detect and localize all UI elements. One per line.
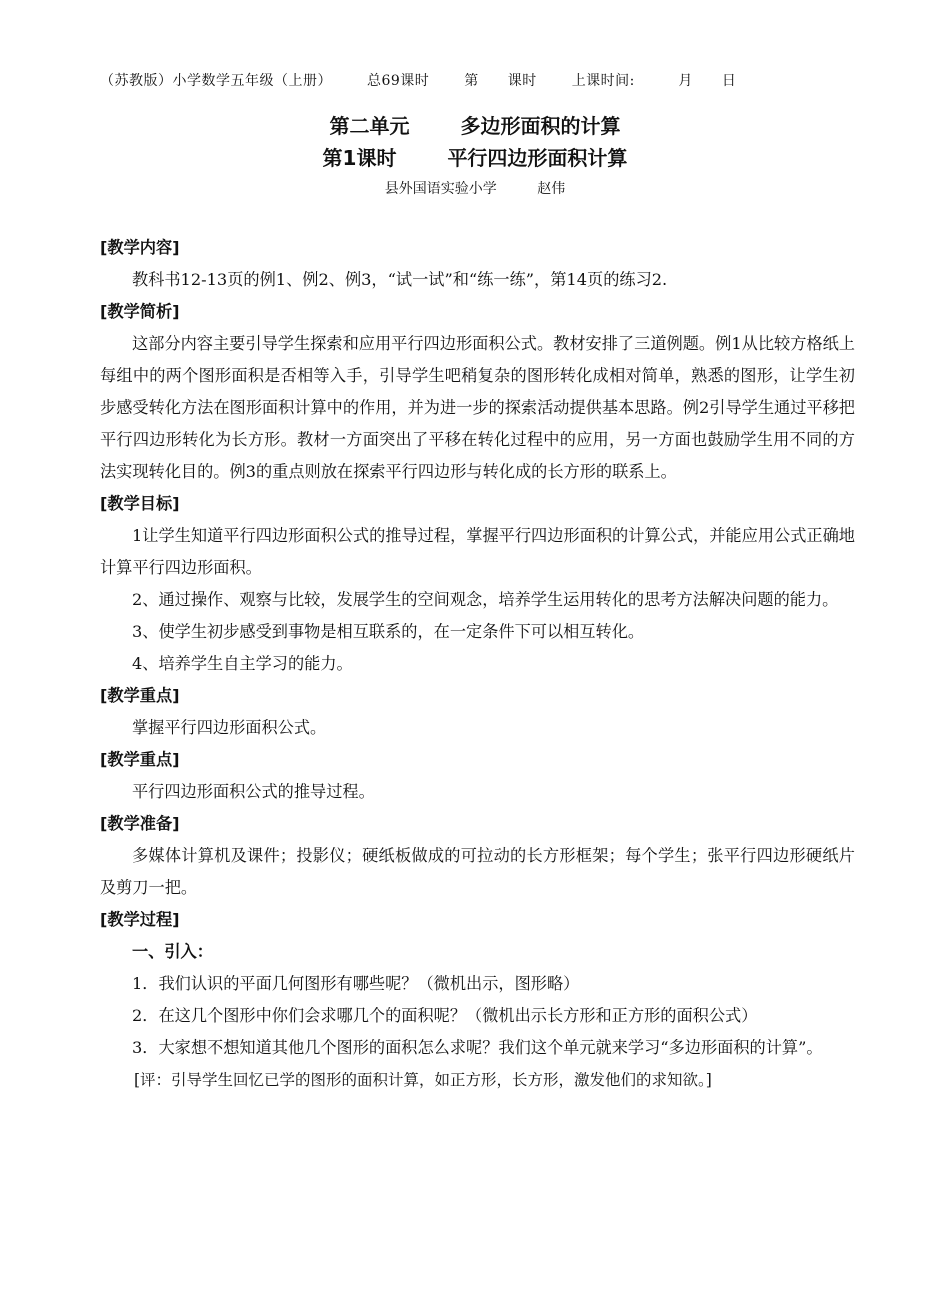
author-name: 赵伟 (537, 181, 566, 197)
section-heading-difficulty: [教学重点] (100, 750, 180, 769)
header-total-lessons: 总69课时 (366, 73, 430, 89)
section-heading-process: [教学过程] (100, 910, 180, 929)
analysis-text: 这部分内容主要引导学生探索和应用平行四边形面积公式。教材安排了三道例题。例1从比较方格纸上每组中的两个图形面积是否相等入手，引导学生吧稍复杂的图形转化成相对简单，熟悉的图形，让学生初步感受转化方法在图形面积计算中的作用，并为进一步的探索活动提供基本思路。例2引导学生通过平移把平行四边形转化为长方形。教材一方面突出了平移在转化过程中的应用，另一方面也鼓励学生用不同的方法实现转化目的。例3的重点则放在探索平行四边形与转化成的长方形的联系上。 (100, 334, 855, 481)
section-heading-goals: [教学目标] (100, 494, 180, 513)
lesson-body (100, 232, 855, 1096)
process-step: 2．在这几个图形中你们会求哪几个的面积呢？（微机出示长方形和正方形的面积公式） (132, 1006, 758, 1025)
goal-item: 2、通过操作、观察与比较，发展学生的空间观念，培养学生运用转化的思考方法解决问题的能力。 (132, 590, 839, 609)
process-subheading: 一、引入： (132, 942, 213, 961)
unit-label: 第二单元 (329, 114, 410, 138)
header-book: （苏教版）小学数学五年级（上册） (100, 73, 332, 89)
goal-item: 4、培养学生自主学习的能力。 (132, 654, 353, 673)
section-heading-key: [教学重点] (100, 686, 180, 705)
key-text: 掌握平行四边形面积公式。 (132, 718, 327, 737)
section-heading-analysis: [教学简析] (100, 302, 180, 321)
page-header (100, 70, 860, 90)
preparation-text: 多媒体计算机及课件；投影仪；硬纸板做成的可拉动的长方形框架；每个学生；张平行四边形硬纸片及剪刀一把。 (100, 846, 855, 897)
teacher-comment: [评：引导学生回忆已学的图形的面积计算，如正方形，长方形，激发他们的求知欲。] (134, 1071, 712, 1089)
goal-item: 1让学生知道平行四边形面积公式的推导过程，掌握平行四边形面积的计算公式，并能应用公式正确地计算平行四边形面积。 (100, 526, 855, 577)
header-lesson-number: 第 课时 (464, 73, 537, 89)
lesson-label: 第1课时 (322, 146, 397, 170)
header-date: 上课时间: 月 日 (571, 73, 737, 89)
unit-title (0, 110, 950, 139)
section-heading-content: [教学内容] (100, 238, 180, 257)
difficulty-text: 平行四边形面积公式的推导过程。 (132, 782, 375, 801)
lesson-title (0, 142, 950, 171)
goal-item: 3、使学生初步感受到事物是相互联系的，在一定条件下可以相互转化。 (132, 622, 645, 641)
author-line (0, 178, 950, 198)
lesson-name: 平行四边形面积计算 (447, 146, 628, 170)
author-school: 县外国语实验小学 (384, 181, 497, 197)
process-step: 3．大家想不想知道其他几个图形的面积怎么求呢？我们这个单元就来学习“多边形面积的计算”。 (132, 1038, 823, 1057)
content-text: 教科书12-13页的例1、例2、例3，“试一试”和“练一练”，第14页的练习2. (132, 270, 668, 289)
unit-name: 多边形面积的计算 (460, 114, 621, 138)
section-heading-preparation: [教学准备] (100, 814, 180, 833)
process-step: 1．我们认识的平面几何图形有哪些呢？（微机出示，图形略） (132, 974, 580, 993)
